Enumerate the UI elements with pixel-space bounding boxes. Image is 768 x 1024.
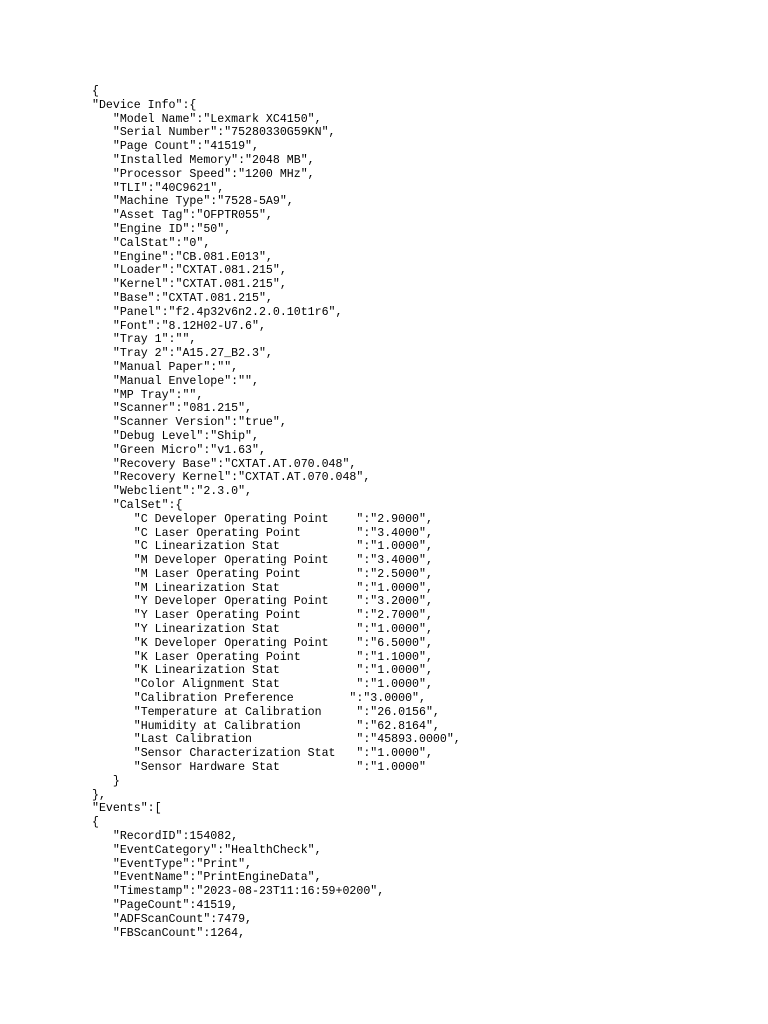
document-line: "Last Calibration ":"45893.0000", (92, 733, 461, 747)
document-line: "C Developer Operating Point ":"2.9000", (92, 512, 433, 526)
document-line: "Timestamp":"2023-08-23T11:16:59+0200", (92, 885, 385, 899)
document-line: }, (92, 788, 106, 802)
document-line: "M Developer Operating Point ":"3.4000", (92, 554, 433, 568)
document-line: "Debug Level":"Ship", (92, 429, 259, 443)
document-line: "Asset Tag":"OFPTR055", (92, 209, 273, 223)
json-document (92, 85, 461, 940)
document-line: "Y Laser Operating Point ":"2.7000", (92, 609, 433, 623)
document-line: "M Linearization Stat ":"1.0000", (92, 581, 433, 595)
document-line: "Scanner Version":"true", (92, 416, 287, 430)
document-line: "Loader":"CXTAT.081.215", (92, 264, 287, 278)
document-line: "Machine Type":"7528-5A9", (92, 195, 294, 209)
document-line: "K Developer Operating Point ":"6.5000", (92, 636, 433, 650)
document-line: "C Laser Operating Point ":"3.4000", (92, 526, 433, 540)
document-line: "EventType":"Print", (92, 857, 253, 871)
document-line: "Green Micro":"v1.63", (92, 443, 266, 457)
document-line: "K Laser Operating Point ":"1.1000", (92, 650, 433, 664)
document-line: "K Linearization Stat ":"1.0000", (92, 664, 433, 678)
document-line: { (92, 816, 99, 830)
document-line: "Font":"8.12H02-U7.6", (92, 319, 266, 333)
document-line: "Y Developer Operating Point ":"3.2000", (92, 595, 433, 609)
document-line: { (92, 85, 99, 98)
document-line: "Humidity at Calibration ":"62.8164", (92, 719, 440, 733)
document-line: "Sensor Characterization Stat ":"1.0000", (92, 747, 433, 761)
document-line: "Page Count":"41519", (92, 140, 259, 154)
document-line: "Events":[ (92, 802, 162, 816)
document-line: "Base":"CXTAT.081.215", (92, 291, 273, 305)
document-line: "CalStat":"0", (92, 236, 211, 250)
document-line: "Calibration Preference ":"3.0000", (92, 692, 426, 706)
document-line: "Serial Number":"75280330G59KN", (92, 126, 336, 140)
document-line: "RecordID":154082, (92, 830, 239, 844)
document-line: "Tray 2":"A15.27_B2.3", (92, 347, 273, 361)
document-line: "Tray 1":"", (92, 333, 197, 347)
document-line: "Processor Speed":"1200 MHz", (92, 167, 315, 181)
document-line: "C Linearization Stat ":"1.0000", (92, 540, 433, 554)
document-line: "Manual Envelope":"", (92, 374, 259, 388)
document-line: "Device Info":{ (92, 98, 197, 112)
document-line: "PageCount":41519, (92, 899, 239, 913)
document-line: "ADFScanCount":7479, (92, 912, 253, 926)
document-line: "TLI":"40C9621", (92, 181, 225, 195)
document-line: "MP Tray":"", (92, 388, 204, 402)
document-line: "CalSet":{ (92, 498, 183, 512)
document-line: "M Laser Operating Point ":"2.5000", (92, 567, 433, 581)
document-line: } (92, 774, 120, 788)
document-line: "Recovery Kernel":"CXTAT.AT.070.048", (92, 471, 371, 485)
document-line: "Y Linearization Stat ":"1.0000", (92, 623, 433, 637)
document-line: "Panel":"f2.4p32v6n2.2.0.10t1r6", (92, 305, 343, 319)
document-line: "Recovery Base":"CXTAT.AT.070.048", (92, 457, 357, 471)
document-line: "Manual Paper":"", (92, 360, 239, 374)
document-line: "FBScanCount":1264, (92, 926, 246, 940)
document-line: "Color Alignment Stat ":"1.0000", (92, 678, 433, 692)
document-line: "Model Name":"Lexmark XC4150", (92, 112, 322, 126)
document-line: "EventName":"PrintEngineData", (92, 871, 322, 885)
document-line: "Sensor Hardware Stat ":"1.0000" (92, 761, 426, 775)
document-line: "Installed Memory":"2048 MB", (92, 153, 315, 167)
document-line: "EventCategory":"HealthCheck", (92, 843, 322, 857)
document-line: "Engine ID":"50", (92, 222, 232, 236)
document-line: "Engine":"CB.081.E013", (92, 250, 273, 264)
document-line: "Kernel":"CXTAT.081.215", (92, 278, 287, 292)
document-line: "Webclient":"2.3.0", (92, 485, 253, 499)
document-line: "Temperature at Calibration ":"26.0156", (92, 705, 440, 719)
document-line: "Scanner":"081.215", (92, 402, 253, 416)
